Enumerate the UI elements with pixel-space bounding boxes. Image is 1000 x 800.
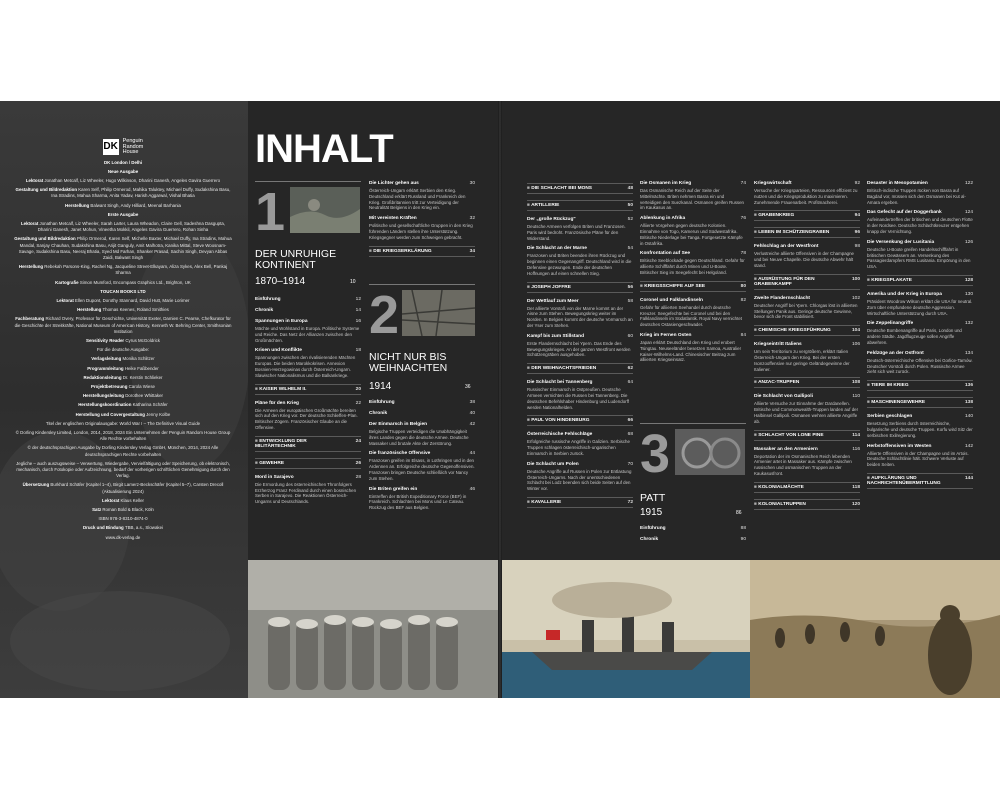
toc-entry[interactable] — [867, 321, 973, 345]
imprint-line: Verlagsleitung Monika Schlitzer — [91, 356, 155, 362]
page-number: 114 — [852, 432, 860, 438]
toc-entry[interactable] — [867, 240, 973, 270]
toc-entry-title: Die Versenkung der Lusitania — [867, 239, 935, 245]
toc-entry[interactable] — [640, 298, 746, 328]
page-number: 44 — [469, 451, 475, 457]
toc-entry-description: Österreich-Ungarn erklärt Serbien den Krieg. Deutschland erklärt Russland und Frankreich den Krieg. Großbritannien tritt zur Verteidigung der Neutralität Belgiens in den Krieg ein. — [369, 188, 466, 211]
toc-feature-entry[interactable]: ■ ANZAC-TRUPPEN 108 — [754, 377, 860, 388]
toc-entry[interactable] — [754, 244, 860, 268]
toc-feature-entry[interactable]: ■ KRIEGSPLAKATE 128 — [867, 275, 973, 286]
page-number: 110 — [852, 394, 860, 400]
toc-feature-entry[interactable]: ■ ARTILLERIE 50 — [527, 200, 633, 211]
toc-entry[interactable] — [867, 292, 973, 316]
prh-logo: Penguin Random House — [122, 138, 144, 155]
page-number: 54 — [627, 246, 633, 252]
page-number: 82 — [740, 297, 746, 303]
page-number: 102 — [851, 295, 860, 301]
toc-entry-description: Belgische Truppen verteidigen die Unabhängigkeit ihres Landes gegen die deutsche Armee. Deutsche Massaker und brutale Akte der Zerstörung. — [369, 429, 469, 446]
imprint-line: Erste Ausgabe — [107, 211, 139, 217]
toc-column-4-continued — [640, 526, 746, 548]
toc-entry-title: Die Schlacht bei Tannenberg — [527, 380, 593, 386]
toc-entry-title: Der Einmarsch in Belgien — [369, 422, 428, 427]
page-number: 30 — [469, 181, 475, 186]
toc-entry-title: Ablenkung in Afrika — [640, 216, 686, 222]
page-number: 124 — [964, 210, 973, 216]
toc-feature-entry[interactable]: ■ DIE KRIEGSERKLÄRUNG 34 — [369, 246, 475, 257]
toc-entry-title: Österreichische Fehlschläge — [527, 432, 593, 438]
toc-entry-description: Russischer Einmarsch in Ostpreußen. Deutsche Armeen vernichten die Russen bei Tannenberg. Die deutschen Befehlshaber Hindenburg und Ludendorff werden Nationalhelden. — [527, 387, 629, 410]
imprint-line: Lektorat Ellen Dupont, Dorothy Stannard, David Hutt, Marie Lorimer — [56, 297, 190, 303]
chapter-page: 36 — [465, 384, 471, 390]
toc-entry-title: Kriegswirtschaft — [754, 181, 792, 186]
toc-entry[interactable] — [527, 380, 633, 410]
chapter-number: 1 — [255, 182, 286, 242]
toc-entry-title: Krisen und Konflikte — [255, 348, 302, 354]
imprint-line: Fachberatung Richard Overy, Professor für Geschichte, Universität Exeter, Damien C. Pearse, Chefkurator für die Geschichte der Streitkräfte, National Museum of American History, Kenneth W. Behring Center, Smithsonian Institution — [14, 316, 232, 334]
page-number: 32 — [469, 216, 475, 222]
toc-column-6 — [867, 181, 973, 495]
chapter-image — [675, 429, 745, 475]
toc-entry-description: Japan erklärt Deutschland den Krieg und erobert Tsingtau. Neuseeländer besetzen Samoa, Australier Kaiser-Wilhelms-Land. Chinesischer Beitrag zum alliierten Kriegseinsatz. — [640, 339, 742, 363]
page-number: 136 — [964, 383, 973, 389]
page-number: 52 — [627, 217, 633, 222]
page-number: 122 — [964, 181, 973, 186]
page-number: 68 — [627, 432, 633, 438]
toc-entry-description: Mächte und Wohlstand in Europa. Politische Systeme und Reiche. Das Netz der Allianzen zwischen den Großmächten. — [255, 326, 360, 343]
toc-entry-description: Spannungen zwischen den rivalisierenden Mächten Europas. Die beiden Marokkokrisen. Annexion Bosnien-Herzegowinas durch Österreich-Ungarn. Slawischer Nationalismus und die Balkankriege. — [255, 355, 356, 378]
page-number: 144 — [964, 475, 973, 481]
toc-entry[interactable] — [369, 487, 475, 511]
imprint-line: Kartografie Simon Mumford, Encompass Graphics Ltd., Brighton, UK — [55, 279, 191, 285]
imprint-line: Neue Ausgabe — [107, 168, 139, 174]
toc-entry-description: Die Armeen der europäischen Großmächte bereiten sich auf den Krieg vor. Der deutsche Schlieffen-Plan. Britischer Zögern. Französischer Glaube an die Offensive. — [255, 407, 358, 430]
chapter-title: DER UNRUHIGE KONTINENT — [255, 248, 337, 271]
imprint-line: Lektorat Jonathan Metcalf, Liz Wheeler, Sarah Larter, Laura Wheadon, Claire Gell, Sadeshna Dasgupta, Dharini Ganesh, Janet Mohun, Vineetha Mokkil, Angeles Gavira Guerrero, Rohan Sinha — [20, 220, 226, 233]
imprint-line: Gestaltung und Bildredaktion Philip Ormerod, Karen Self, Michelle Baxter, Michael Duffy, Ina Stradins, Mahua Mandal, Sanjay Chauhan, Sudakshina Basu, Arijit Ganguly, Amit Malhotra, Kanika Mittal, Steve Woosnam-Savage, Sudakshina Basu, Neeraj Bhatia, Syed Md Farhan, Shanker Prasad, Sachin Singh, Devyan Abbas Zaidi, Balwant Singh — [14, 236, 232, 260]
toc-feature-entry[interactable]: ■ DIE SCHLACHT BEI MONS 48 — [527, 183, 633, 194]
page-title: INHALT — [255, 127, 393, 171]
toc-entry[interactable] — [640, 526, 746, 532]
photo-artillery-shells — [248, 560, 498, 698]
toc-entry-title: Desaster in Mesopotamien — [867, 181, 928, 186]
imprint-line: Lektorat Klaus Keller — [102, 497, 144, 503]
imprint-line: Titel der englischen Originalausgabe: World War I – The Definitive Visual Guide — [45, 420, 201, 426]
chapter-number: 2 — [369, 285, 400, 345]
page-number: 118 — [852, 484, 860, 490]
toc-entry-title: Chronik — [369, 411, 388, 416]
page-number: 38 — [469, 400, 475, 405]
imprint-line: Lektorat Jonathan Metcalf, Liz Wheeler, Hugo Wilkinson, Dharini Ganesh, Angeles Gavira Guerrero — [25, 177, 221, 183]
toc-entry-description: Politische und gesellschaftliche Gruppen in den Krieg führenden Ländern stellen ihre Unterstützung. Kriegsgegner werden zum Schweigen gebracht. — [369, 223, 473, 240]
toc-entry-description: Aufeinandertreffen der britischen und deutschen Flotte in der Nordsee. Deutsche Schlachtkreuzer entgehen knapp der Vernichtung. — [867, 217, 973, 234]
toc-entry[interactable] — [640, 537, 746, 543]
page-number: 64 — [627, 380, 633, 386]
toc-entry[interactable] — [867, 444, 973, 468]
toc-feature-entry[interactable]: ■ DER WEIHNACHTSFRIEDEN 62 — [527, 363, 633, 374]
toc-entry-description: Deutscher Angriff bei Ypern. Chlorgas löst in alliierten Stellungen Panik aus. Geringe deutsche Gewinne, bevor sich die Front stabilisiert. — [754, 302, 858, 320]
chapter-page: 10 — [350, 279, 356, 285]
page-number: 34 — [469, 248, 475, 254]
toc-entry-title: Kriegseintritt Italiens — [754, 342, 802, 348]
page-number: 24 — [355, 438, 361, 444]
toc-entry-title: Zweite Flandernschlacht — [754, 295, 810, 301]
page-number: 80 — [740, 283, 746, 289]
page-number: 18 — [355, 348, 361, 354]
imprint-line: Redaktionsleitung Dr. Kerstin Schlieker — [83, 374, 163, 380]
toc-entry-title: Pläne für den Krieg — [255, 400, 299, 406]
toc-entry[interactable] — [255, 319, 361, 343]
page-number: 134 — [964, 350, 973, 356]
toc-feature-entry[interactable]: ■ KAISER WILHELM II. 20 — [255, 384, 361, 395]
imprint-lines — [14, 160, 232, 541]
page-number: 62 — [627, 366, 633, 372]
toc-entry-title: Feldzüge an der Ostfront — [867, 350, 924, 356]
toc-entry-title: Das Gefecht auf der Doggerbank — [867, 210, 942, 216]
imprint-line: Herstellungsleitung Dorothee Whittaker — [82, 393, 164, 399]
toc-entry-title: Chronik — [255, 308, 274, 313]
toc-entry-title: Mit vereinten Kräften — [369, 216, 417, 222]
toc-entry-title: Massaker an den Armeniern — [754, 446, 818, 452]
toc-entry-title: Serbien geschlagen — [867, 414, 913, 420]
page-number: 84 — [740, 332, 746, 338]
page-number: 20 — [355, 386, 361, 392]
page-number: 26 — [355, 460, 361, 466]
page-number: 108 — [851, 380, 860, 386]
toc-entry[interactable] — [527, 432, 633, 456]
toc-entry-title: Fehlschlag an der Westfront — [754, 244, 819, 250]
page-number: 12 — [355, 297, 361, 302]
toc-column-2-continued — [369, 400, 475, 516]
toc-column-1 — [255, 297, 361, 510]
toc-feature-entry[interactable]: ■ AUFKLÄRUNG UND NACHRICHTENÜBERMITTLUNG 144 — [867, 473, 973, 489]
imprint-line: Jegliche – auch auszugsweise – Verwertung, Wiedergabe, Vervielfältigung oder Speicherung, ob elektronisch, mechanisch, durch Fotokopie oder Aufzeichnung, bedarf der vorherigen schriftlichen Genehmigung durch den Verlag. — [16, 460, 230, 479]
imprint-line: Übersetzung Burkhard Schäfer (Kapitel 1–4), Birgit Lamerz-Beckschäfer (Kapitel 5–7), Carsten Drecoll (Aktualisierung 2024) — [22, 482, 224, 494]
toc-entry[interactable] — [369, 422, 475, 446]
page-number: 106 — [851, 342, 860, 348]
page-number: 16 — [355, 319, 361, 324]
imprint-line: www.dk-verlag.de — [105, 534, 141, 540]
page-number: 74 — [740, 181, 746, 186]
page-number: 140 — [964, 414, 973, 420]
page-number: 46 — [469, 486, 475, 492]
toc-entry[interactable] — [255, 475, 361, 505]
imprint-line: Satz Roman Bold & Black, Köln — [92, 507, 154, 513]
dk-logo: DK — [103, 139, 119, 155]
toc-entry-description: Deutsche Angriffe auf Russen in Polen zur Entlastung Österreich-Ungarns. Nach der unentschiedenen Schlacht bei Lodz beenden sich beide Seiten auf den Winter vor. — [527, 468, 632, 492]
toc-entry[interactable] — [867, 351, 973, 375]
toc-entry-title: Amerika und der Krieg in Europa — [867, 291, 942, 297]
chapter-image — [290, 187, 360, 233]
page-number: 70 — [627, 461, 633, 467]
page-number: 130 — [964, 291, 973, 297]
publisher-logo — [14, 139, 232, 156]
toc-entry-description: Erste Flandernschlacht bei Ypern. Das Ende des Bewegungskrieges. An der ganzen Westfront werden Schützengräben ausgehoben. — [527, 340, 631, 358]
toc-entry-title: Konfrontation auf See — [640, 251, 691, 257]
toc-entry[interactable] — [369, 181, 475, 211]
toc-entry-description: Um sein Territorium zu vergrößern, erklärt Italien Österreich-Ungarn den Krieg. Bei der ersten Isonzooffensive nur geringe Geländegewinne der Italiener. — [754, 349, 850, 372]
toc-entry-description: Deutsche Armeen verfolgen Briten und Franzosen. Paris wird bedroht. Französische Pläne für den Widerstand. — [527, 224, 626, 241]
toc-entry-title: Chronik — [640, 537, 659, 542]
page-number: 76 — [740, 216, 746, 222]
toc-entry-title: Einführung — [255, 297, 281, 302]
toc-entry[interactable] — [527, 217, 633, 241]
page-number: 66 — [627, 418, 633, 424]
toc-entry-title: Die Briten greifen ein — [369, 486, 418, 492]
toc-column-2 — [369, 181, 475, 263]
toc-feature-entry[interactable]: ■ ENTWICKLUNG DER MILITÄRTECHNIK 24 — [255, 436, 361, 452]
toc-entry[interactable] — [527, 246, 633, 276]
toc-entry[interactable] — [640, 333, 746, 363]
toc-entry-description: Besetzung Serbiens durch österreichische, bulgarische und deutsche Truppen. Korfu wird Sitz der serbischen Exilregierung. — [867, 421, 973, 438]
toc-entry-description: Präsident Woodrow Wilson erklärt die USA für neutral. Zorn über empfundene deutsche Aggression. Wirtschaftliche Unterstützung durch USA. — [867, 298, 973, 316]
page-number: 78 — [740, 251, 746, 257]
toc-feature-entry[interactable]: ■ SCHLACHT VON LONE PINE 114 — [754, 430, 860, 441]
toc-entry-title: Die Schlacht um Polen — [527, 461, 579, 467]
toc-entry[interactable] — [754, 394, 860, 424]
page-number: 90 — [740, 537, 746, 542]
toc-feature-entry[interactable]: ■ LEBEN IM SCHÜTZENGRABEN 96 — [754, 227, 860, 238]
page-number: 58 — [627, 298, 633, 304]
toc-entry-title: Einführung — [369, 400, 395, 405]
chapter-number: 3 — [640, 424, 671, 484]
imprint-line: © der deutschsprachigen Ausgabe by Dorling Kindersley Verlag GmbH, München, 2014, 2024 Alle deutschsprachigen Rechte vorbehalten — [27, 445, 219, 457]
toc-feature-entry[interactable]: ■ AUSRÜSTUNG FÜR DEN GRABENKAMPF 100 — [754, 274, 860, 290]
toc-feature-entry[interactable]: ■ TIERE IM KRIEG 136 — [867, 380, 973, 391]
toc-entry[interactable] — [640, 181, 746, 211]
toc-feature-entry[interactable]: ■ KOLONIALTRUPPEN 120 — [754, 499, 860, 510]
toc-entry[interactable] — [640, 251, 746, 275]
toc-feature-entry[interactable]: ■ CHEMISCHE KRIEGSFÜHRUNG 104 — [754, 325, 860, 336]
painting-warship — [502, 560, 750, 698]
toc-entry[interactable] — [255, 401, 361, 431]
toc-feature-entry[interactable]: ■ JOSEPH JOFFRE 56 — [527, 282, 633, 293]
page-number: 60 — [627, 333, 633, 339]
toc-entry-title: Coronel und Falklandinseln — [640, 297, 703, 303]
toc-entry[interactable] — [369, 216, 475, 240]
toc-feature-entry[interactable]: ■ PAUL VON HINDENBURG 66 — [527, 415, 633, 426]
chapter-image — [402, 290, 475, 336]
imprint-line: Sensitivity Reader Cyrus McGoldrick — [86, 337, 160, 343]
toc-entry-description: Eintreffen der British Expeditionary Force (BEF) in Frankreich. Schlachten bei Mons und Le Cateau. Rückzug des BEF aus Belgien. — [369, 493, 467, 511]
toc-entry[interactable] — [369, 411, 475, 417]
toc-feature-entry[interactable]: ■ MASCHINENGEWEHRE 138 — [867, 397, 973, 408]
toc-entry-description: Deportation der im Osmanischen Reich lebenden Armenier artet in Massaker aus. Kämpfe zwischen russischen und osmanischen Truppen an der Kaukasusfront. — [754, 453, 852, 476]
toc-entry-title: Der Wettlauf zum Meer — [527, 298, 579, 304]
chapter-title: PATT — [640, 492, 666, 504]
page-number: 50 — [627, 203, 633, 208]
toc-entry[interactable] — [867, 414, 973, 438]
imprint-line: Gestaltung und Bildredaktion Karen Self, Philip Ormerod, Mahika Taluktey, Michael Duffy, Sudakshina Basu, Ina Stradins, Mahua Sharma, Anita Yadav, Harish Aggarwal, Vishal Bhatia — [15, 187, 231, 199]
toc-entry[interactable] — [754, 296, 860, 320]
imprint-line: Programmleitung Heike Faßbender — [87, 365, 159, 371]
page-number: 22 — [355, 400, 361, 406]
toc-entry[interactable] — [255, 297, 361, 303]
toc-entry[interactable] — [527, 299, 633, 329]
imprint-text — [14, 139, 232, 544]
toc-entry-description: Der alliierte Vorstoß von der Marne kommt an der Aisne zum Stehen. Bewegungskrieg weiter im Norden. In Belgien kommt der deutsche Vormarsch an der Yser zum Stehen. — [527, 305, 633, 328]
toc-entry-title: Die Schlacht an der Marne — [527, 246, 587, 252]
toc-entry-title: Die französische Offensive — [369, 451, 431, 457]
imprint-line: Projektbetreuung Carola Wiese — [91, 383, 155, 389]
page-number: 56 — [627, 284, 633, 290]
page-number: 96 — [854, 230, 860, 236]
toc-entry-description: Franzosen und Briten beenden ihren Rückzug und beginnen einen Gegenangriff. Deutschland wird in die Defensive gezwungen. Ende der deutschen Hoffnungen auf einen schnellen Sieg. — [527, 253, 632, 276]
toc-entry[interactable] — [255, 308, 361, 314]
toc-entry-title: Einführung — [640, 526, 666, 531]
toc-entry-title: Die Zeppelinangriffe — [867, 321, 914, 327]
imprint-line: Herstellung und Covergestaltung Jenny Kolbe — [75, 411, 171, 417]
imprint-line: Druck und Bindung TBB, a.s., Slowakei — [82, 525, 164, 531]
imprint-line: TOUCAN BOOKS LTD — [100, 288, 146, 294]
imprint-line: Herstellung Rebekah Parsons-King, Rachel Ng, Jacqueline Street-Elkayam, Aliza Sykes, Alex Bell, Pankaj Sharma — [18, 264, 228, 276]
toc-entry[interactable] — [640, 216, 746, 246]
page-number: 42 — [469, 422, 475, 427]
toc-entry[interactable] — [527, 334, 633, 358]
toc-entry-description: Deutsche Bombenangriffe auf Paris, London und andere Städte. Jagdflugzeuge sollen Angriffe abwehren. — [867, 328, 962, 345]
chapter-title: NICHT NUR BIS WEIHNACHTEN — [369, 351, 448, 374]
page-number: 120 — [851, 501, 860, 507]
toc-entry-title: Kampf bis zum Stillstand — [527, 333, 585, 339]
imprint-line: Herstellung Balwant Singh, Andy Hilliard, Meenal Barhania — [65, 202, 181, 208]
toc-entry-description: Britische Seeblockade gegen Deutschland. Gefahr für alliierte Schifffahrt durch Minen und U-Boote. Britischer Sieg im Seegefecht bei Helgoland. — [640, 258, 745, 275]
imprint-line: Für die deutsche Ausgabe: — [96, 347, 150, 353]
page-number: 126 — [964, 239, 973, 245]
toc-entry-description: Franzosen greifen im Elsass, in Lothringen und in den Ardennen an. Erfolgreiche deutsche Gegenoffensiven. Franzosen bringen Deutsche schließlich vor Nancy zum Stehen. — [369, 458, 475, 481]
toc-feature-entry[interactable]: ■ GRABENKRIEG 94 — [754, 210, 860, 221]
toc-entry-description: Alliierte Versuche zur Einnahme der Dardanellen. Britische und Commonwealth-Truppen landen auf der Halbinsel Gallipoli. Osmanen wehren alliierte Angriffe ab. — [754, 401, 859, 424]
toc-column-5 — [754, 181, 860, 516]
page-number: 104 — [851, 328, 860, 334]
photo-soldiers-advancing — [750, 560, 1000, 698]
chapter-page: 86 — [736, 510, 742, 516]
toc-entry-description: Erfolgreiche russische Angriffe in Galizien. Serbische Truppen schlagen österreichisch-ungarischen Einmarsch in Serbien zurück. — [527, 439, 630, 456]
imprint-line: © Dorling Kindersley Limited, London, 2014, 2018, 2024 Ein Unternehmen der Penguin Random House Group Alle Rechte vorbehalten — [15, 430, 231, 442]
toc-column-3 — [527, 181, 633, 514]
toc-entry-title: Krieg im Fernen Osten — [640, 332, 692, 338]
toc-entry[interactable] — [867, 210, 973, 234]
toc-entry-description: Deutsch-österreichische Offensive bei Gorlice-Tarnów. Deutscher Vorstoß durch Polen. Russische Armee zieht sich weit zurück. — [867, 357, 973, 375]
chapter-years: 1915 — [640, 507, 663, 518]
toc-entry-description: Alliierte Offensiven in der Champagne und im Artois. Deutsche Schlachtlinie hält. Schwere Verluste auf beiden Seiten. — [867, 450, 969, 468]
toc-entry-title: Herbstoffensiven im Westen — [867, 443, 932, 449]
toc-entry-description: Britisch-indische Truppen rücken von Basra auf Bagdad vor, müssen sich den Osmanen bei Kut al-Amara ergeben. — [867, 188, 966, 205]
toc-entry[interactable] — [754, 181, 860, 205]
page-number: 116 — [852, 446, 860, 452]
page-number: 138 — [964, 400, 973, 406]
toc-entry-description: Das Osmanische Reich auf der Seite der Mittelmächte. Briten nehmen Basra ein und verteidigen den Suezkanal. Osmanen greifen Russen im Kaukasus an. — [640, 188, 744, 211]
page-number: 100 — [851, 276, 860, 282]
toc-entry-title: Mord in Sarajevo — [255, 474, 294, 480]
book-spread — [0, 101, 1000, 698]
toc-entry-description: Versuche der Kriegsparteien, Ressourcen effizient zu nutzen und die Kriegsproduktion zu maximieren. Zunehmende Frauenarbeit. Profitmacherei. — [754, 188, 858, 205]
toc-entry[interactable] — [867, 181, 973, 205]
toc-feature-entry[interactable]: ■ KAVALLERIE 72 — [527, 497, 633, 508]
toc-entry-title: Die Osmanen im Krieg — [640, 181, 692, 186]
page-number: 40 — [469, 411, 475, 416]
imprint-line: Herstellung Thomas Keenes, Roland Smithies — [77, 307, 169, 313]
toc-column-4 — [640, 181, 746, 368]
toc-entry-description: Die Ermordung des österreichischen Thronfolgers Erzherzog Franz Ferdinand durch einen bosnischen Serben in Sarajevo. Die Reaktionen Österreich-Ungarns und Deutschlands. — [255, 481, 357, 505]
toc-entry-description: Deutsche U-Boote greifen Handelsschifffahrt in britischen Gewässern an. Versenkung des Passagierdampfers RMS Lusitania. Empörung in den USA. — [867, 246, 971, 270]
imprint-line: ISBN 978-3-8310-4874-0 — [98, 516, 148, 522]
page-number: 88 — [740, 526, 746, 531]
imprint-column — [0, 101, 248, 698]
toc-entry-description: Gefahr für alliierten Seehandel durch deutsche Kreuzer. Seegefechte bei Coronel und bei den Falklandinseln im Südatlantik. Royal Navy vernichtet deutsches Ostasiengeschwader. — [640, 304, 743, 328]
toc-entry-title: Spannungen in Europa — [255, 319, 308, 324]
toc-entry-description: Alliierte Vorgehen gegen deutsche Kolonien. Einnahme von Togo, Kamerun und Südwestafrika. Britische Niederlage bei Tanga. Fortgesetzte Kämpfe in Ostafrika. — [640, 223, 743, 246]
toc-feature-entry[interactable]: ■ GEWEHRE 26 — [255, 458, 361, 469]
page-number: 28 — [355, 474, 361, 480]
toc-entry[interactable] — [754, 447, 860, 477]
page-number: 14 — [355, 308, 361, 313]
toc-entry[interactable] — [369, 400, 475, 406]
page-number: 94 — [854, 213, 860, 219]
toc-entry-title: Der „große Rückzug" — [527, 217, 576, 222]
page-number: 72 — [627, 499, 633, 505]
toc-entry-title: Die Schlacht von Gallipoli — [754, 394, 813, 400]
toc-feature-entry[interactable]: ■ KOLONIALMÄCHTE 118 — [754, 482, 860, 493]
toc-entry-title: Die Lichter gehen aus — [369, 181, 419, 186]
toc-feature-entry[interactable]: ■ KRIEGSSCHIFFE AUF SEE 80 — [640, 281, 746, 292]
imprint-line: DK London / Delhi — [103, 159, 143, 165]
toc-entry[interactable] — [255, 348, 361, 378]
page-number: 128 — [964, 277, 973, 283]
toc-entry-description: Verlustreiche alliierte Offensiven in der Champagne und bei Neuve Chapelle. Die deutsche Abwehr hält stand. — [754, 251, 854, 268]
toc-entry[interactable] — [754, 342, 860, 372]
page-number: 48 — [627, 186, 633, 191]
toc-entry[interactable] — [527, 462, 633, 492]
page-number: 92 — [854, 181, 860, 186]
chapter-years: 1870–1914 — [255, 276, 306, 287]
chapter-years: 1914 — [369, 381, 392, 392]
toc-entry[interactable] — [369, 451, 475, 481]
imprint-line: Herstellungskoordination Katharina Schäfer — [78, 402, 168, 408]
page-number: 98 — [854, 244, 860, 250]
page-number: 132 — [964, 321, 973, 327]
page-number: 142 — [964, 443, 973, 449]
